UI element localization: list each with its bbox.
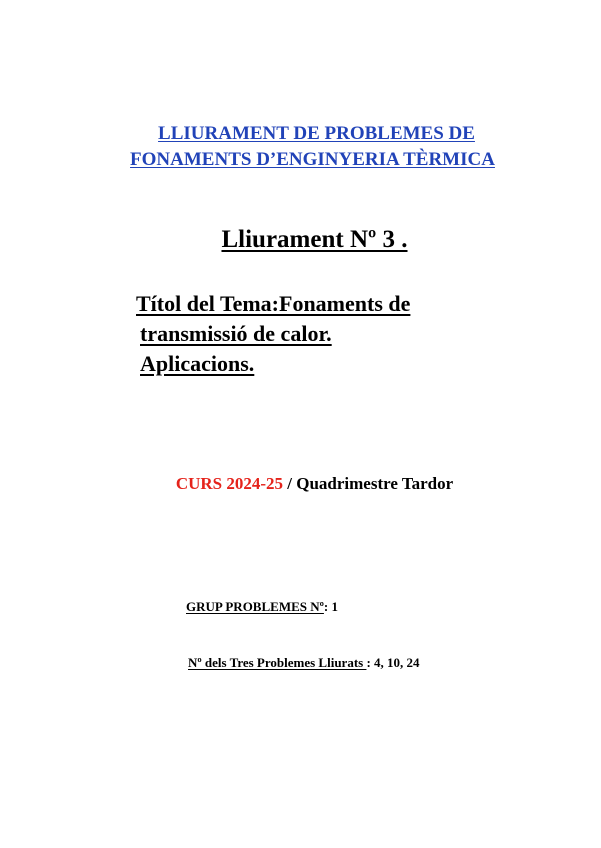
topic-line-2: transmissió de calor.: [140, 321, 332, 346]
group-line: [186, 598, 338, 616]
problems-line: [188, 654, 420, 672]
problems-label: Nº dels Tres Problemes Lliurats: [188, 655, 367, 670]
heading-line-2: FONAMENTS D’ENGINYERIA TÈRMICA: [130, 149, 495, 170]
delivery-number: Lliurament Nº 3 .: [221, 226, 408, 253]
group-value: : 1: [323, 599, 339, 614]
course-year: CURS 2024-25: [175, 474, 284, 493]
heading-line-1: LLIURAMENT DE PROBLEMES DE: [158, 123, 475, 144]
problems-value: : 4, 10, 24: [366, 655, 420, 670]
topic-line-3: Aplicacions.: [140, 351, 255, 376]
group-label: GRUP PROBLEMES Nº: [186, 599, 324, 614]
course-line: [0, 472, 601, 496]
course-term: / Quadrimestre Tardor: [283, 474, 454, 493]
topic-line-1: Títol del Tema:Fonaments de: [136, 291, 411, 316]
